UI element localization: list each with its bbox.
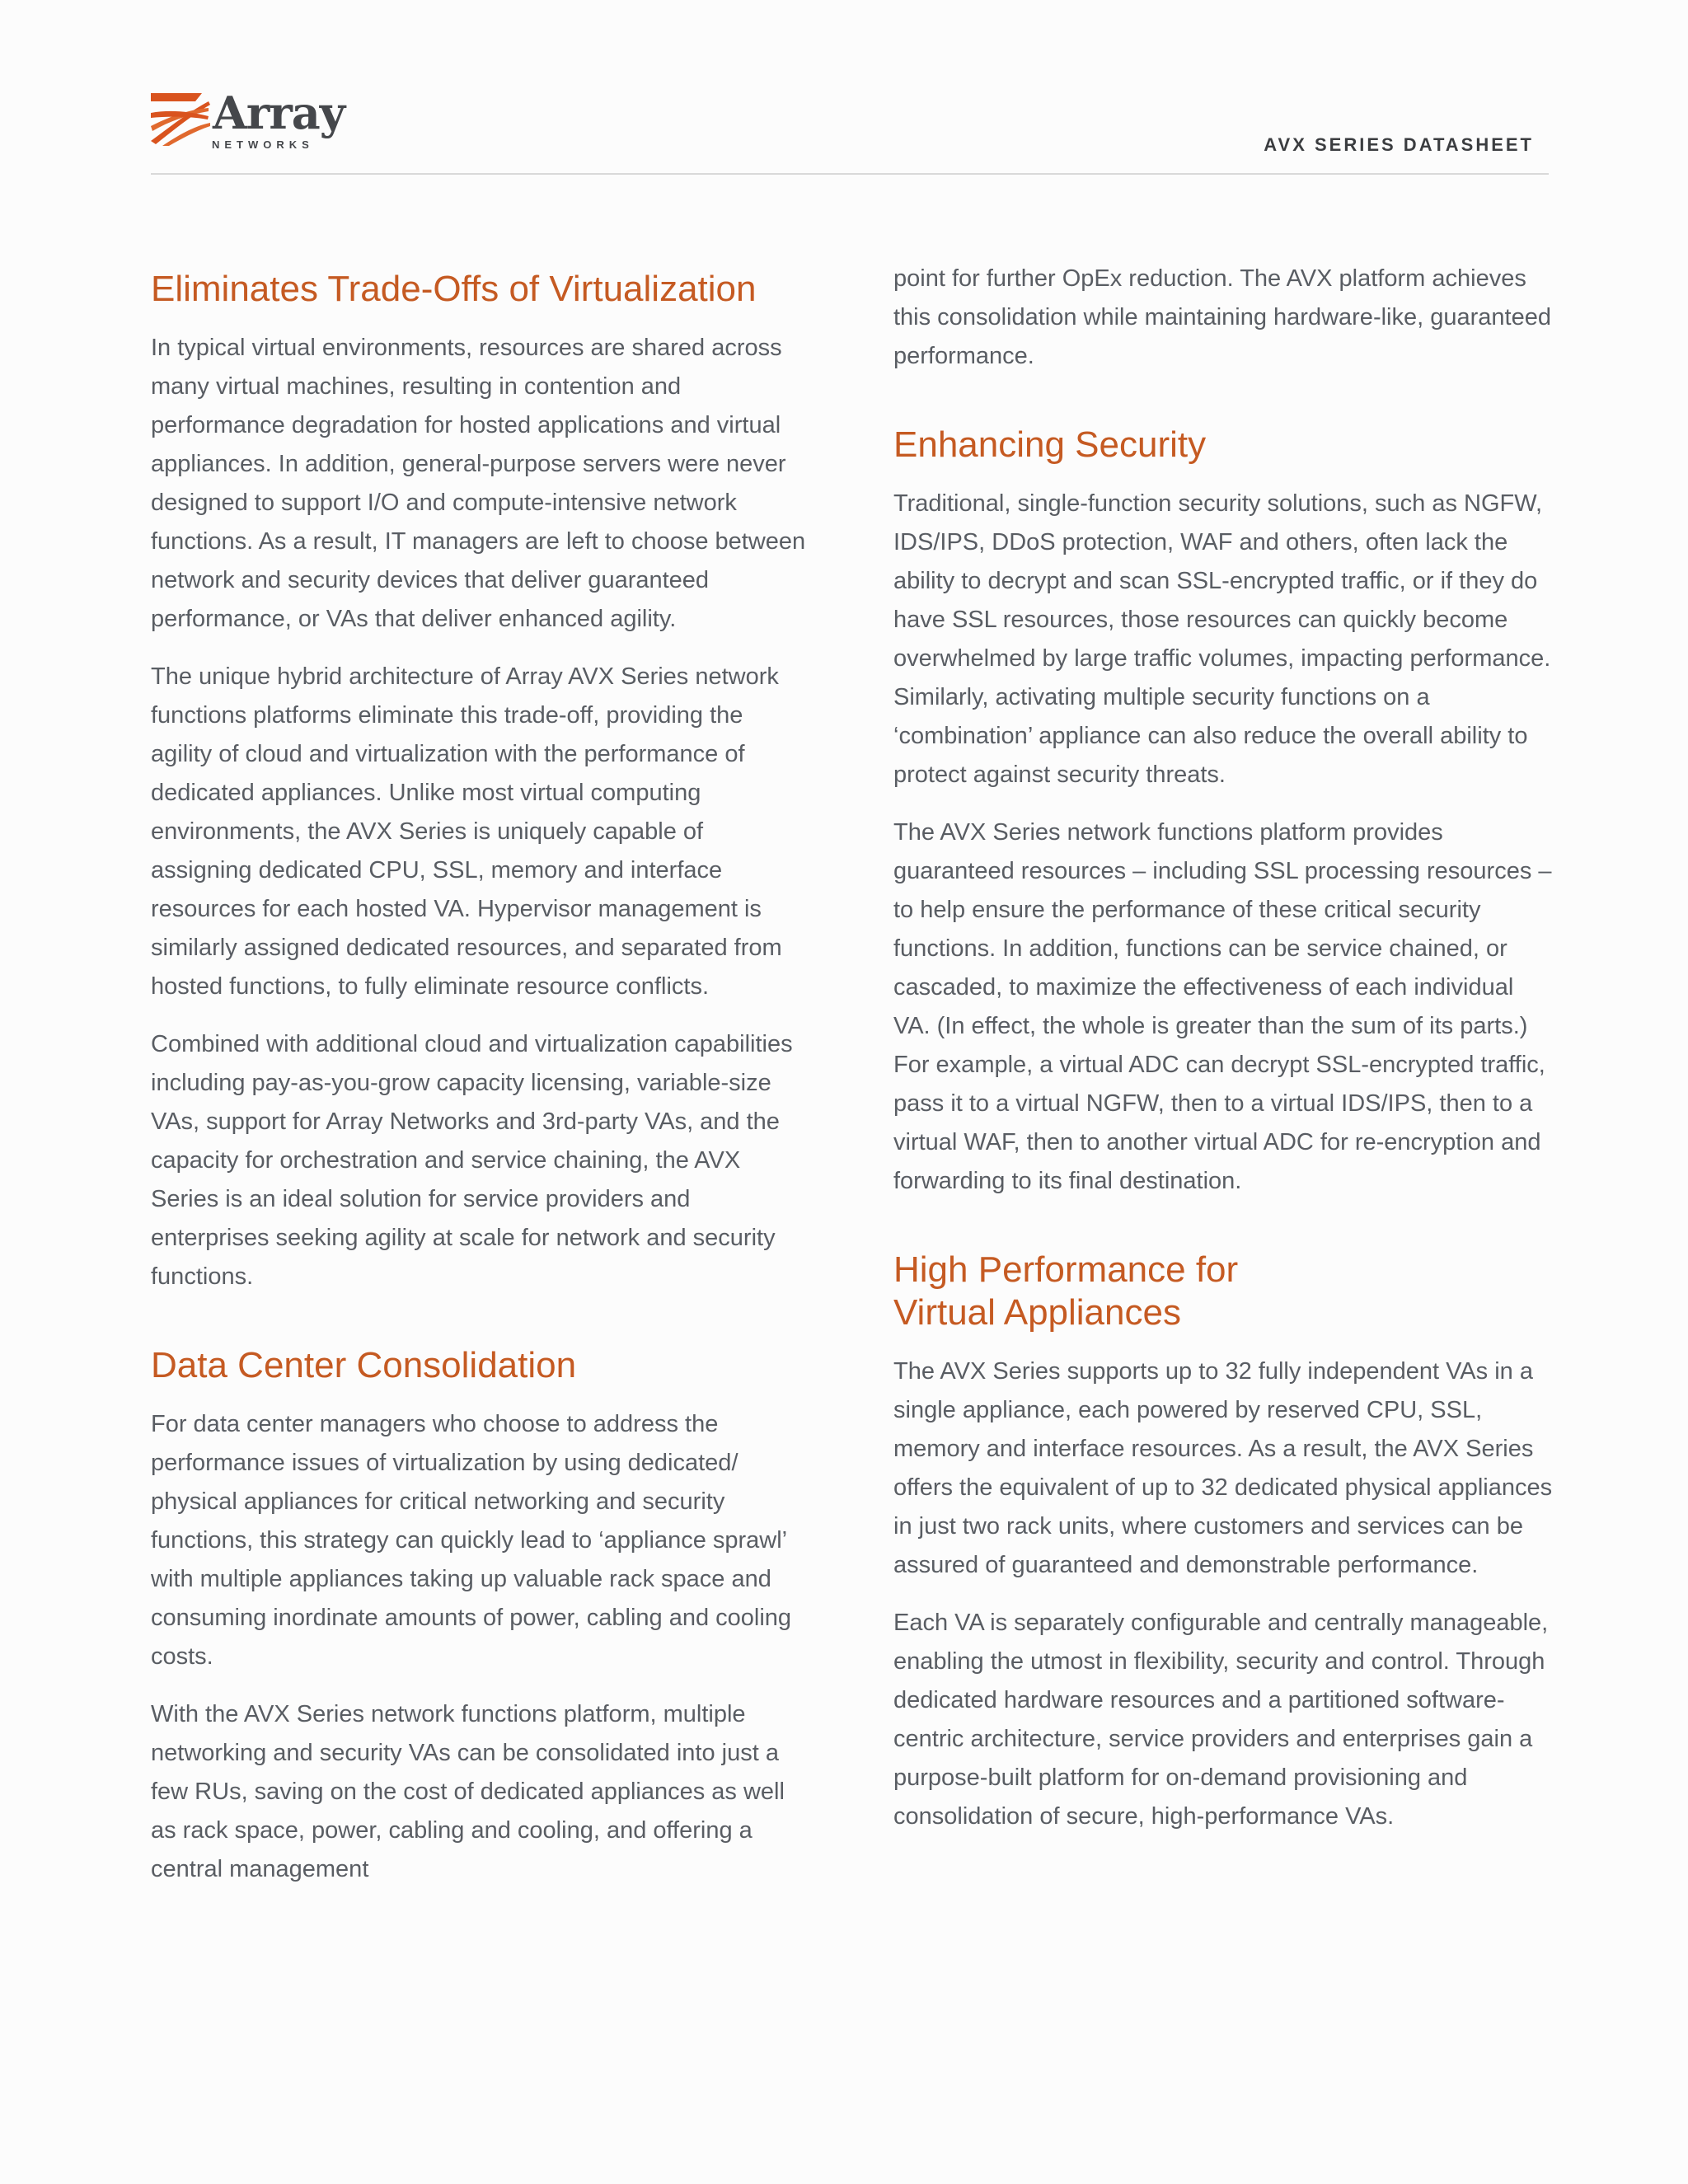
paragraph: Traditional, single-function security solutions, such as NGFW, IDS/IPS, DDoS protection, WAF and others, often lack the ability to decrypt and scan SSL-encrypted traffic, or if they do have SSL resources, those resources can quickly become overwhelmed by large traffic volumes, impacting performance. Similarly, activating multiple security functions on a ‘combination’ appliance can also reduce the overall ability to protect against security threats. <box>893 490 1551 788</box>
section-heading: Enhancing Security <box>893 424 1207 465</box>
paragraph: Each VA is separately configurable and centrally manageable, enabling the utmost in flexibility, security and control. Through dedicated hardware resources and a partitioned software-centric architecture, service providers and enterprises gain a purpose-built platform for on-demand provisioning and consolidation of secure, high-performance VAs. <box>893 1610 1549 1830</box>
section-heading <box>893 1249 1553 1334</box>
logo-subtext: NETWORKS <box>212 138 314 151</box>
paragraph: For data center managers who choose to address the performance issues of virtualization by using dedicated/ physical appliances for critical networking and security functions, this strategy can quickly lead to ‘appliance sprawl’ with multiple appliances taking up valuable rack space and consuming inordinate amounts of power, cabling and cooling costs. <box>151 1411 792 1670</box>
paragraph: In typical virtual environments, resources are shared across many virtual machines, resulting in contention and performance degradation for hosted applications and virtual appliances. In addition, general-purpose servers were never designed to support I/O and compute-intensive network functions. As a result, IT managers are left to choose between network and security devices that deliver guaranteed performance, or VAs that deliver enhanced agility. <box>151 335 806 632</box>
paragraph: The unique hybrid architecture of Array AVX Series network functions platforms eliminate this trade-off, providing the agility of cloud and virtualization with the performance of dedicated appliances. Unlike most virtual computing environments, the AVX Series is uniquely capable of assigning dedicated CPU, SSL, memory and interface resources for each hosted VA. Hypervisor management is similarly assigned dedicated resources, and separated from hosted functions, to fully eliminate resource conflicts. <box>151 663 782 1000</box>
paragraph: With the AVX Series network functions platform, multiple networking and security VAs can be consolidated into just a few RUs, saving on the cost of dedicated appliances as well as rack space, power, cabling and cooling, and offering a central management <box>151 1701 785 1882</box>
section-enhancing-security <box>893 424 1553 1201</box>
logo-swoosh-icon <box>151 93 210 146</box>
array-networks-logo <box>151 87 365 151</box>
page-header <box>151 87 1549 175</box>
paragraph: The AVX Series supports up to 32 fully independent VAs in a single appliance, each powered by reserved CPU, SSL, memory and interface resources. As a result, the AVX Series offers the equivalent of up to 32 dedicated physical appliances in just two rack units, where customers and services can be assured of guaranteed and demonstrable performance. <box>893 1358 1553 1578</box>
right-column <box>893 265 1553 1855</box>
section-high-performance <box>893 1249 1553 1836</box>
section-heading-line1: High Performance for <box>893 1249 1239 1290</box>
paragraph: Combined with additional cloud and virtualization capabilities including pay-as-you-grow capacity licensing, variable-size VAs, support for Array Networks and 3rd-party VAs, and the capacity for orchestration and service chaining, the AVX Series is an ideal solution for service providers and enterprises seeking agility at scale for network and security functions. <box>151 1031 793 1290</box>
section-heading-line2: Virtual Appliances <box>893 1292 1181 1333</box>
section-eliminates-tradeoffs <box>151 268 810 1296</box>
section-heading: Data Center Consolidation <box>151 1345 577 1385</box>
logo-wordmark: Array <box>213 87 345 139</box>
section-heading: Eliminates Trade-Offs of Virtualization <box>151 269 757 309</box>
document-title: AVX SERIES DATASHEET <box>1264 134 1534 155</box>
left-column <box>151 268 810 1908</box>
paragraph: The AVX Series network functions platform provides guaranteed resources – including SSL processing resources – to help ensure the performance of these critical security functions. In addition, functions can be service chained, or cascaded, to maximize the effectiveness of each individual VA. (In effect, the whole is greater than the sum of its parts.) For example, a virtual ADC can decrypt SSL-encrypted traffic, pass it to a virtual NGFW, then to a virtual IDS/IPS, then to a virtual WAF, then to another virtual ADC for re-encryption and forwarding to its final destination. <box>893 819 1552 1194</box>
paragraph-continued: point for further OpEx reduction. The AVX platform achieves this consolidation while maintaining hardware-like, guaranteed performance. <box>893 265 1551 369</box>
section-data-center-consolidation <box>151 1344 810 1889</box>
